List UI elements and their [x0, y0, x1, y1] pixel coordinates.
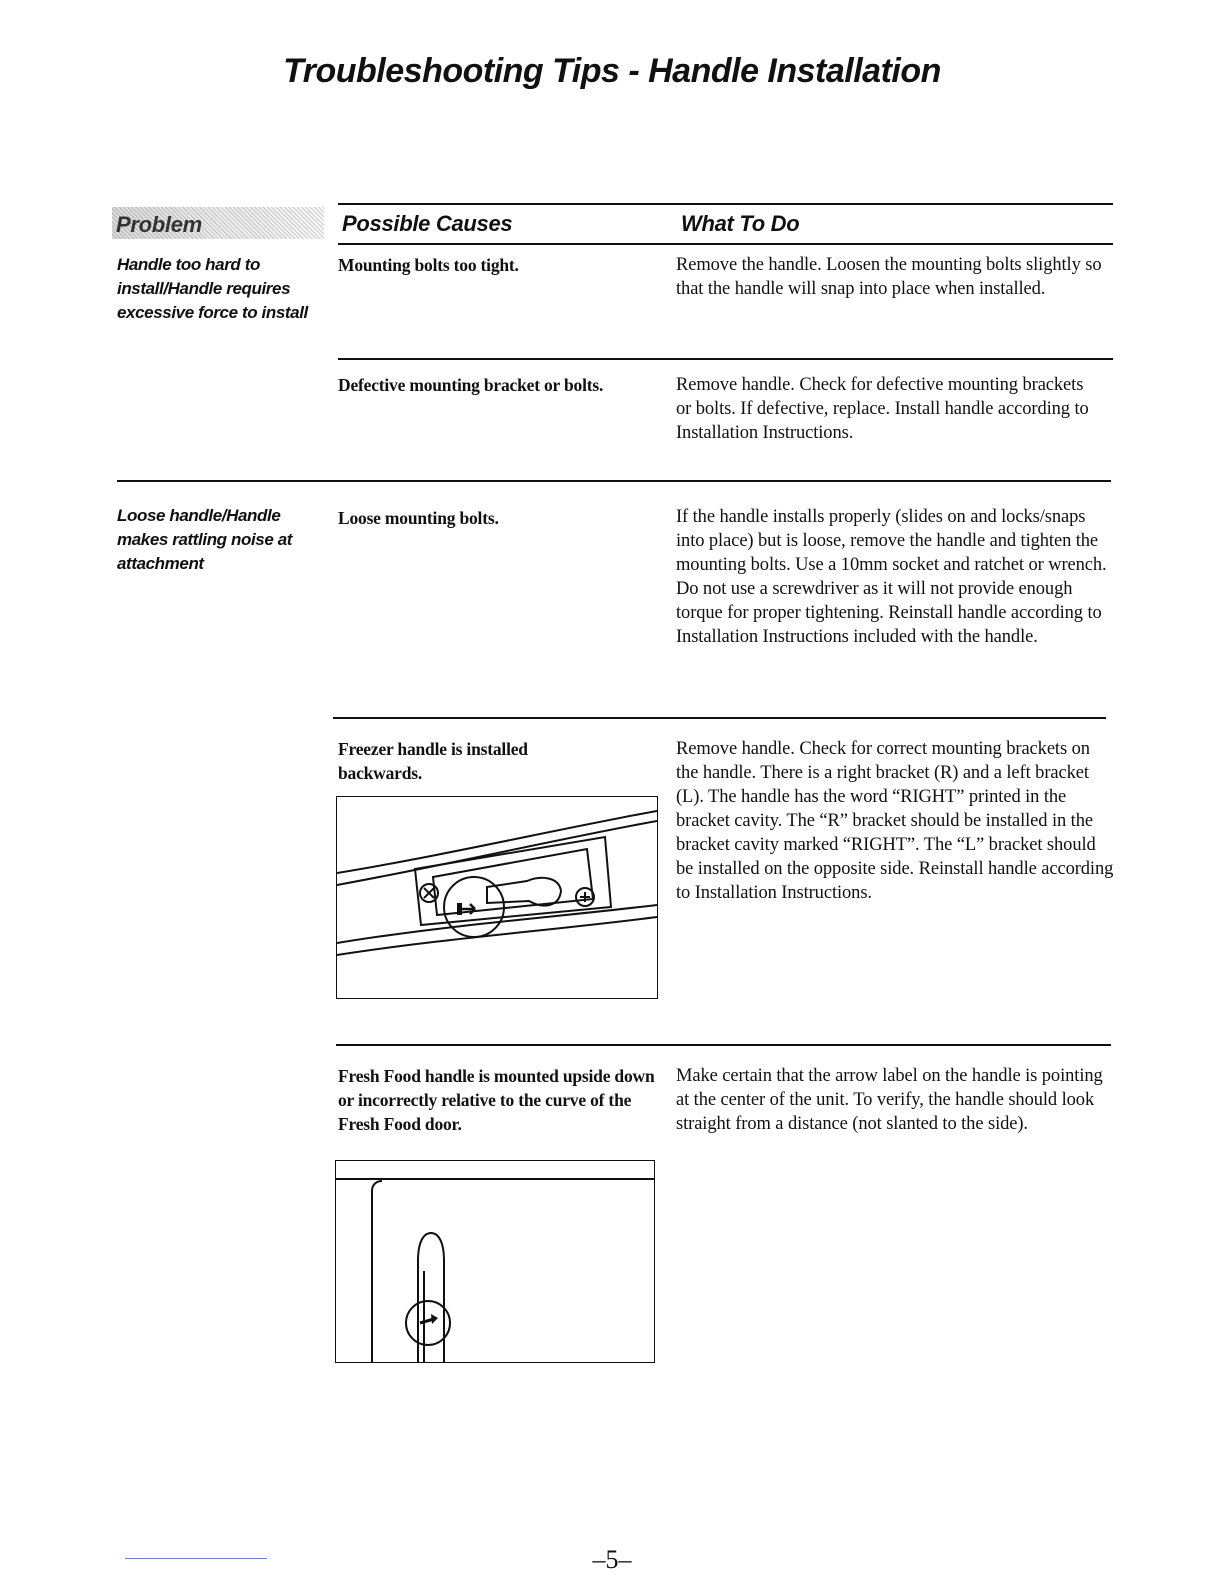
page-title: Troubleshooting Tips - Handle Installation — [283, 52, 941, 90]
todo-text-arrow-label: Make certain that the arrow label on the handle is pointing at the center of the unit. To verify, the handle should look straight from a distance (not slanted to the side). — [676, 1066, 1103, 1134]
row-divider — [336, 1044, 1111, 1046]
todo-text-check-brackets: Remove handle. Check for correct mounting brackets on the handle. There is a right bracket (R) and a left bracket (L). The handle has the word “RIGHT” printed in the bracket cavity. The “R” bracket should be installed in the bracket cavity marked “RIGHT”. The “L” bracket should be installed on the opposite side. Reinstall handle according to Installation Instructions. — [676, 739, 1114, 903]
todo-text-tighten-bolts: If the handle installs properly (slides on and locks/snaps into place) but is loose, remove the handle and tighten the mounting bolts. Use a 10mm socket and ratchet or wrench. Do not use a screwdriver as it will not provide enough torque for proper tightening. Reinstall handle according to Installation Instructions included with the handle. — [676, 507, 1107, 647]
problem-text-loose-handle: Loose handle/Handle makes rattling noise at attachment — [117, 506, 293, 573]
todo-column-header: What To Do — [681, 211, 800, 236]
cause-text-freezer-backwards: Freezer handle is installed backwards. — [338, 739, 528, 783]
section-divider — [117, 480, 1111, 482]
fresh-food-handle-figure — [335, 1160, 655, 1363]
causes-column-header: Possible Causes — [342, 211, 513, 236]
todo-text-loosen-bolts: Remove the handle. Loosen the mounting bolts slightly so that the handle will snap into place when installed. — [676, 255, 1102, 299]
row-divider — [333, 717, 1106, 719]
cause-text-fresh-food-upside-down: Fresh Food handle is mounted upside down or incorrectly relative to the curve of the Fresh Food door. — [338, 1066, 655, 1134]
todo-text-replace-bracket: Remove handle. Check for defective mounting brackets or bolts. If defective, replace. Install handle according to Installation Instructions. — [676, 375, 1089, 443]
cause-text-bolts-tight: Mounting bolts too tight. — [338, 255, 519, 275]
freezer-handle-figure — [336, 796, 658, 999]
cause-text-loose-bolts: Loose mounting bolts. — [338, 508, 499, 528]
page-number: –5– — [592, 1545, 632, 1574]
problem-text-hard-install: Handle too hard to install/Handle requires excessive force to install — [117, 255, 308, 322]
fresh-food-handle-diagram — [336, 1161, 654, 1362]
freezer-handle-bracket-diagram — [337, 797, 657, 998]
row-divider — [338, 358, 1113, 360]
cause-text-defective-bracket: Defective mounting bracket or bolts. — [338, 375, 604, 395]
footer-line — [125, 1558, 267, 1559]
header-bottom-rule — [338, 243, 1113, 245]
problem-column-header: Problem — [112, 207, 324, 239]
header-top-rule — [338, 203, 1113, 205]
